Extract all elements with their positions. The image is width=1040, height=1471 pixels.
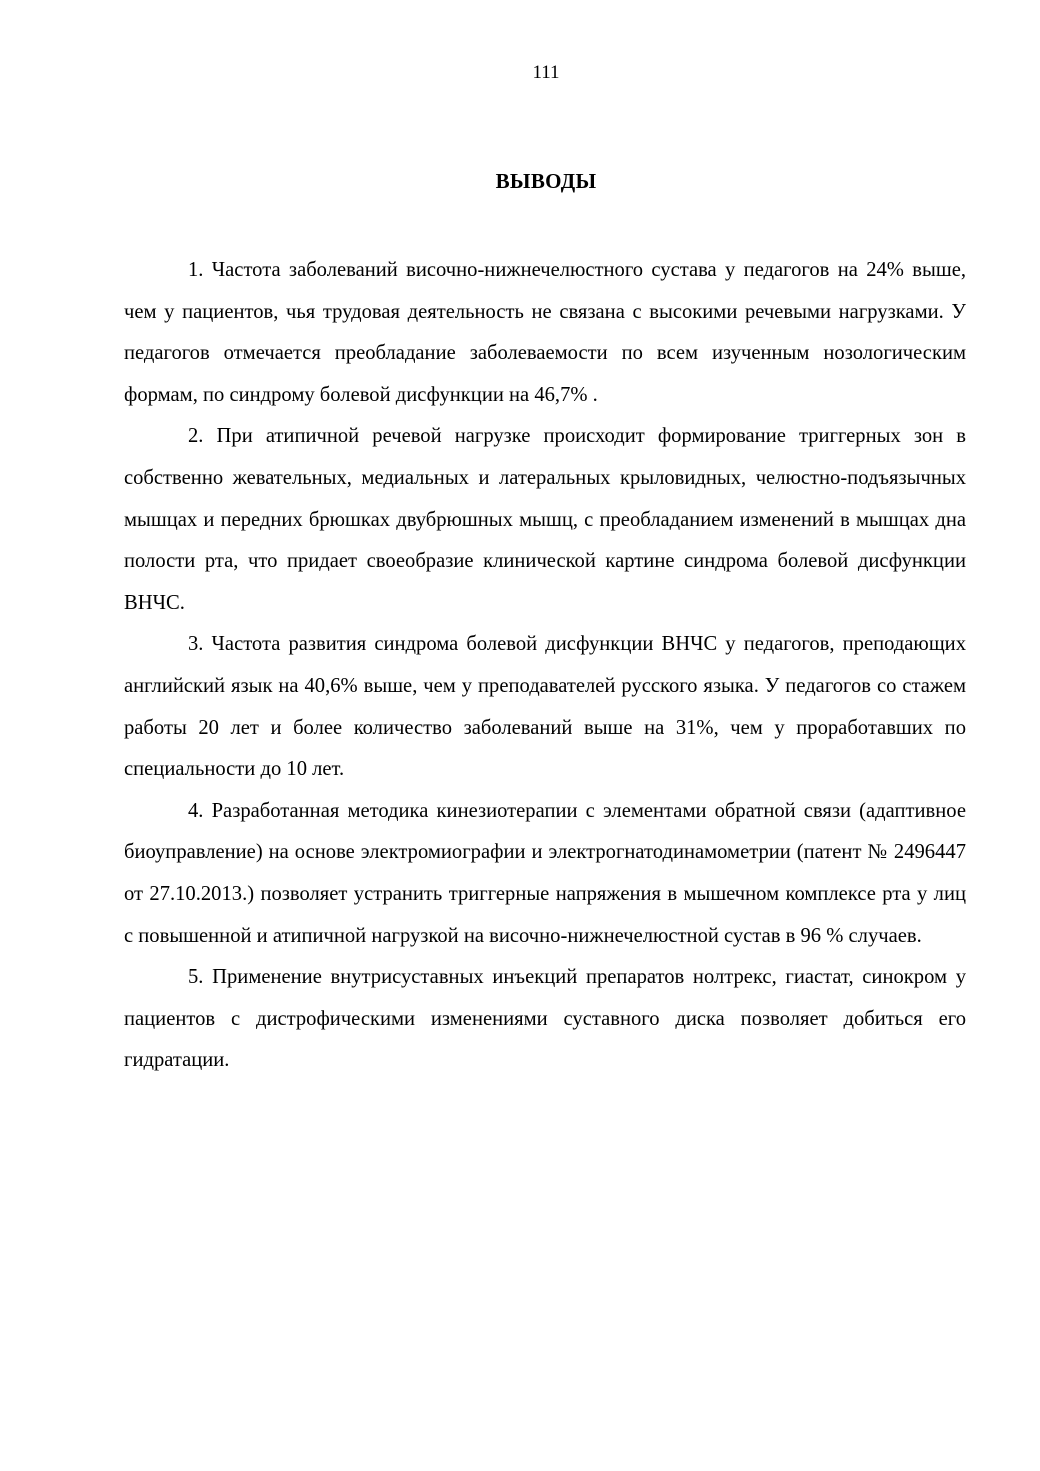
conclusion-paragraph-3: 3. Частота развития синдрома болевой дисфункции ВНЧС у педагогов, преподающих английский язык на 40,6% выше, чем у преподавателей русского языка. У педагогов со стажем работы 20 лет и более количество заболеваний выше на 31%, чем у проработавших по специальности до 10 лет.: [124, 633, 966, 781]
conclusion-paragraph-4: 4. Разработанная методика кинезиотерапии с элементами обратной связи (адаптивное биоуправление) на основе электромиографии и электрогнатодинамометрии (патент № 2496447 от 27.10.2013.) позволяет устранить триггерные напряжения в мышечном комплексе рта у лиц с повышенной и атипичной нагрузкой на височно-нижнечелюстной сустав в 96 % случаев.: [124, 799, 966, 947]
conclusion-paragraph-2: 2. При атипичной речевой нагрузке происходит формирование триггерных зон в собственно жевательных, медиальных и латеральных крыловидных, челюстно-подъязычных мышцах и передних брюшках двубрюшных мышц, с преобладанием изменений в мышцах дна полости рта, что придает своеобразие клинической картине синдрома болевой дисфункции ВНЧС.: [124, 425, 966, 614]
conclusion-paragraph-5: 5. Применение внутрисуставных инъекций препаратов нолтрекс, гиастат, синокром у пациентов с дистрофическими изменениями суставного диска позволяет добиться его гидратации.: [124, 966, 966, 1072]
conclusions-list: [124, 250, 966, 1082]
page-number: 111: [532, 62, 560, 83]
page-heading: ВЫВОДЫ: [495, 169, 597, 193]
conclusion-paragraph-1: 1. Частота заболеваний височно-нижнечелюстного сустава у педагогов на 24% выше, чем у пациентов, чья трудовая деятельность не связана с высокими речевыми нагрузками. У педагогов отмечается преобладание заболеваемости по всем изученным нозологическим формам, по синдрому болевой дисфункции на 46,7% .: [124, 259, 966, 406]
